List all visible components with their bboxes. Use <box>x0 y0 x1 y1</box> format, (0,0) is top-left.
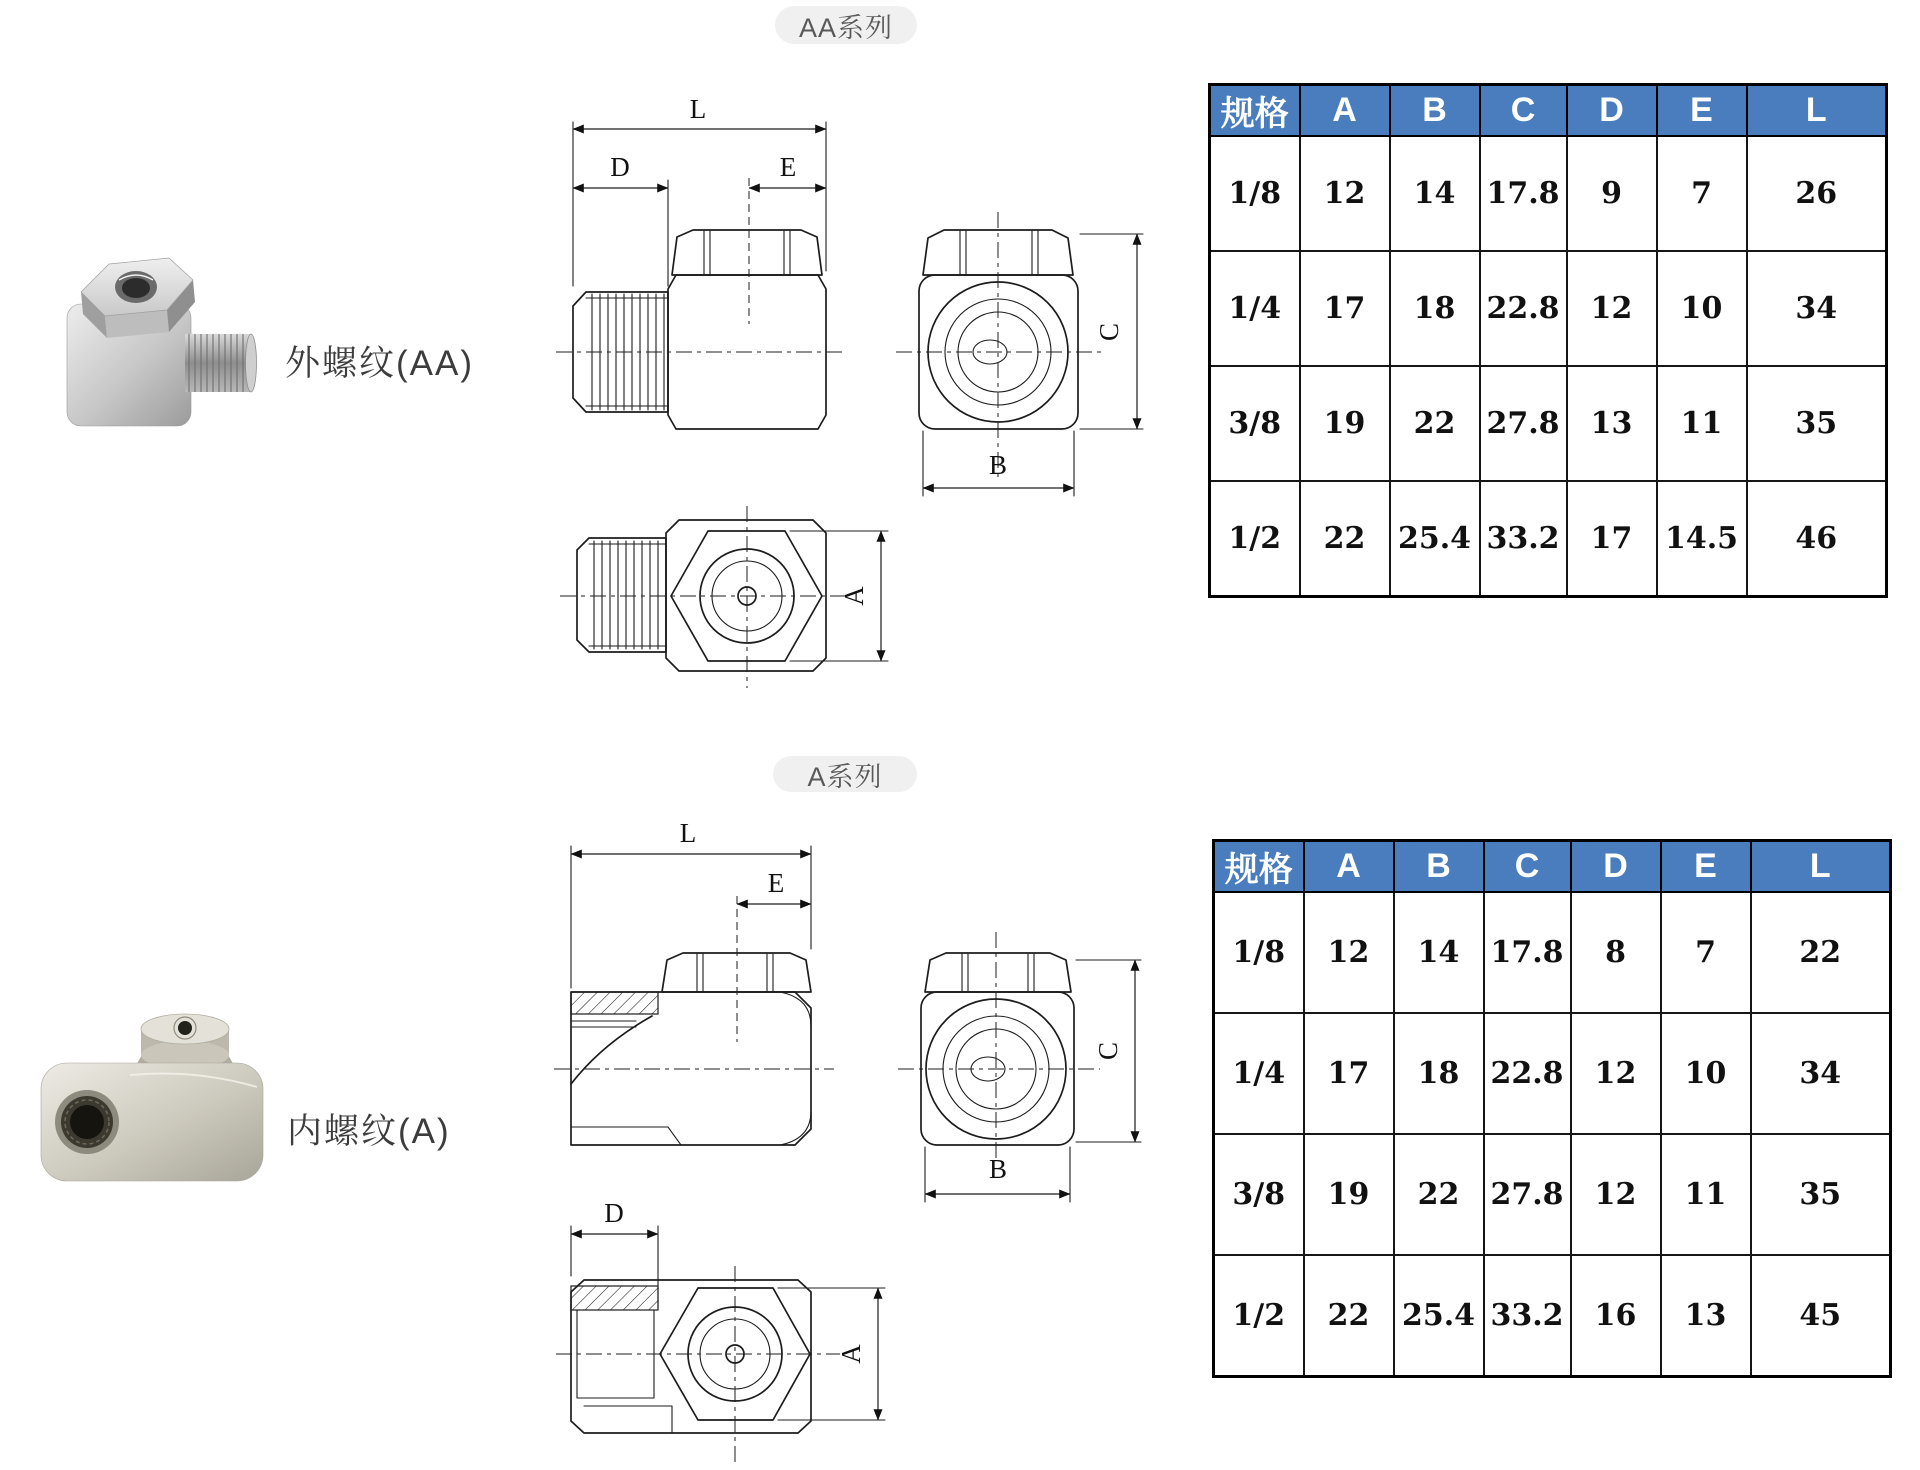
dim-label-E: E <box>779 152 797 182</box>
dim-label-E: E <box>767 868 785 898</box>
dimension-C <box>1080 234 1143 429</box>
a-bottom-view <box>556 1198 885 1465</box>
table-cell: 12 <box>1571 1134 1661 1255</box>
dimension-E <box>737 868 811 904</box>
table-cell: 46 <box>1747 481 1887 596</box>
dimension-D <box>573 152 668 286</box>
table-cell: 16 <box>1571 1255 1661 1376</box>
table-cell: 22 <box>1390 366 1480 481</box>
column-header: B <box>1394 841 1484 893</box>
table-row <box>1210 251 1887 366</box>
table-cell: 8 <box>1571 892 1661 1013</box>
table-header <box>1210 85 1887 137</box>
table-row <box>1210 481 1887 596</box>
table-cell: 17 <box>1300 251 1390 366</box>
dim-label-L: L <box>679 818 697 848</box>
table-cell: 34 <box>1747 251 1887 366</box>
dim-label-B: B <box>988 450 1008 480</box>
series-a-drawing <box>540 820 1180 1470</box>
table-cell: 18 <box>1390 251 1480 366</box>
table-cell: 3/8 <box>1214 1134 1304 1255</box>
table-cell: 12 <box>1571 1013 1661 1134</box>
column-header: C <box>1484 841 1571 893</box>
column-header: L <box>1747 85 1887 137</box>
table-cell: 12 <box>1300 136 1390 251</box>
dimension-C <box>1076 960 1141 1142</box>
table-row <box>1214 1013 1891 1134</box>
series-aa-photo-label: 外螺纹(AA) <box>285 344 475 383</box>
dimension-B <box>925 1147 1070 1202</box>
table-cell: 19 <box>1304 1134 1394 1255</box>
table-cell: 3/8 <box>1210 366 1300 481</box>
dim-label-A: A <box>836 1344 866 1364</box>
column-header: D <box>1571 841 1661 893</box>
table-cell: 11 <box>1657 366 1747 481</box>
column-header: 规格 <box>1210 85 1300 137</box>
table-cell: 1/2 <box>1210 481 1300 596</box>
table-cell: 1/4 <box>1214 1013 1304 1134</box>
table-row <box>1214 1134 1891 1255</box>
dim-label-B: B <box>988 1154 1008 1184</box>
dimension-E <box>749 152 826 188</box>
aa-side-view <box>896 212 1143 496</box>
a-side-view <box>898 932 1141 1202</box>
column-header: E <box>1657 85 1747 137</box>
column-header: B <box>1390 85 1480 137</box>
table-cell: 22 <box>1304 1255 1394 1376</box>
series-aa-photo <box>57 242 268 435</box>
table-cell: 10 <box>1657 251 1747 366</box>
table-row <box>1214 1255 1891 1376</box>
table-cell: 22 <box>1751 892 1891 1013</box>
column-header: C <box>1480 85 1567 137</box>
aa-bottom-view <box>560 506 888 688</box>
dim-label-C: C <box>1094 322 1124 342</box>
female-thread-opening <box>55 1090 119 1154</box>
column-header: E <box>1661 841 1751 893</box>
table-cell: 13 <box>1661 1255 1751 1376</box>
table-cell: 13 <box>1567 366 1657 481</box>
table-cell: 22.8 <box>1480 251 1567 366</box>
column-header: D <box>1567 85 1657 137</box>
table-cell: 25.4 <box>1394 1255 1484 1376</box>
table-cell: 35 <box>1747 366 1887 481</box>
table-cell: 22.8 <box>1484 1013 1571 1134</box>
table-cell: 17 <box>1304 1013 1394 1134</box>
dim-label-L: L <box>689 94 707 124</box>
table-cell: 27.8 <box>1480 366 1567 481</box>
aa-front-view <box>556 94 846 429</box>
table-cell: 14 <box>1390 136 1480 251</box>
series-a-badge: A系列 <box>773 756 917 792</box>
dim-label-A: A <box>839 586 869 606</box>
table-cell: 14 <box>1394 892 1484 1013</box>
table-cell: 26 <box>1747 136 1887 251</box>
header-row <box>1214 841 1891 893</box>
table-cell: 10 <box>1661 1013 1751 1134</box>
header-row <box>1210 85 1887 137</box>
table-cell: 14.5 <box>1657 481 1747 596</box>
table-cell: 7 <box>1661 892 1751 1013</box>
table-cell: 1/2 <box>1214 1255 1304 1376</box>
table-row <box>1214 892 1891 1013</box>
column-header: A <box>1300 85 1390 137</box>
column-header: 规格 <box>1214 841 1304 893</box>
dimension-L <box>571 818 811 988</box>
a-front-view <box>554 818 834 1145</box>
column-header: A <box>1304 841 1394 893</box>
table-cell: 45 <box>1751 1255 1891 1376</box>
table-row <box>1210 366 1887 481</box>
dimension-B <box>923 431 1074 496</box>
table-cell: 12 <box>1567 251 1657 366</box>
table-cell: 27.8 <box>1484 1134 1571 1255</box>
table-cell: 1/4 <box>1210 251 1300 366</box>
series-aa-badge: AA系列 <box>775 6 917 44</box>
table-cell: 22 <box>1300 481 1390 596</box>
table-cell: 1/8 <box>1214 892 1304 1013</box>
table-cell: 18 <box>1394 1013 1484 1134</box>
series-a-table <box>1212 839 1892 1378</box>
series-a-photo <box>35 995 270 1200</box>
series-aa-table <box>1208 83 1888 598</box>
dimension-L <box>573 94 826 286</box>
table-cell: 19 <box>1300 366 1390 481</box>
table-cell: 33.2 <box>1480 481 1567 596</box>
series-a-photo-label: 内螺纹(A) <box>287 1112 451 1151</box>
table-cell: 33.2 <box>1484 1255 1571 1376</box>
table-cell: 34 <box>1751 1013 1891 1134</box>
table-cell: 17.8 <box>1484 892 1571 1013</box>
male-thread-stub <box>185 334 257 392</box>
table-body <box>1210 136 1887 596</box>
table-cell: 17.8 <box>1480 136 1567 251</box>
table-cell: 25.4 <box>1390 481 1480 596</box>
column-header: L <box>1751 841 1891 893</box>
table-header <box>1214 841 1891 893</box>
dim-label-D: D <box>604 1198 624 1228</box>
table-cell: 11 <box>1661 1134 1751 1255</box>
table-cell: 17 <box>1567 481 1657 596</box>
table-row <box>1210 136 1887 251</box>
dim-label-C: C <box>1093 1041 1123 1061</box>
table-cell: 22 <box>1394 1134 1484 1255</box>
series-aa-drawing <box>540 60 1180 700</box>
table-cell: 7 <box>1657 136 1747 251</box>
table-cell: 9 <box>1567 136 1657 251</box>
table-cell: 35 <box>1751 1134 1891 1255</box>
dim-label-D: D <box>610 152 630 182</box>
table-body <box>1214 892 1891 1376</box>
table-cell: 12 <box>1304 892 1394 1013</box>
cap-hole <box>178 1021 192 1035</box>
swivel-cap <box>135 1014 235 1069</box>
table-cell: 1/8 <box>1210 136 1300 251</box>
